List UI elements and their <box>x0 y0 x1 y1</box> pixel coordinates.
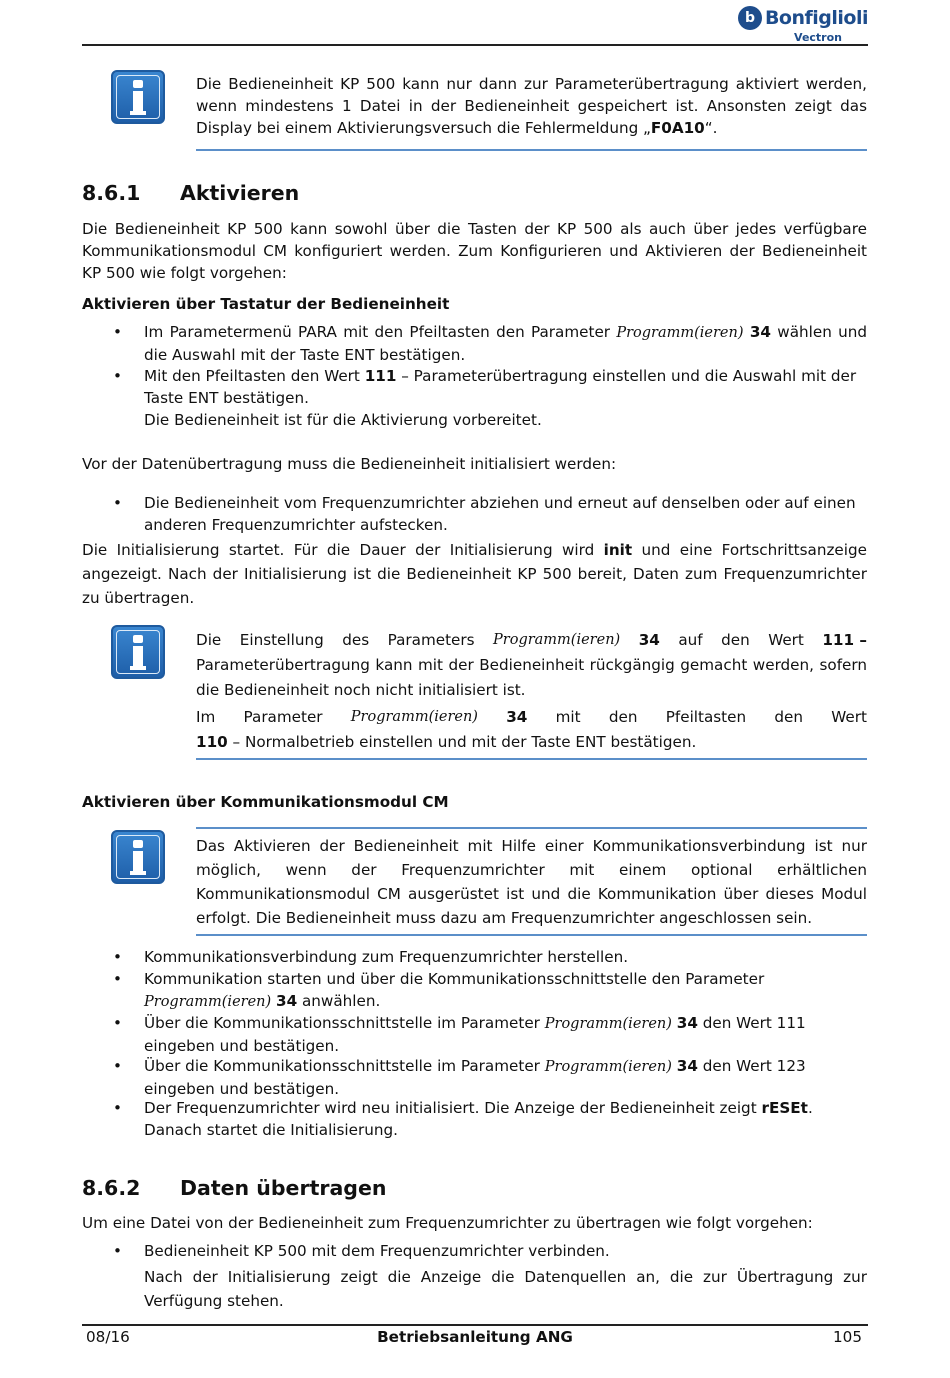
subheading: Aktivieren über Tastatur der Bedieneinheit <box>82 295 450 313</box>
subheading: Aktivieren über Kommunikationsmodul CM <box>82 793 449 811</box>
paragraph: Vor der Datenübertragung muss die Bedieneinheit initialisiert werden: <box>82 455 617 473</box>
logo-name: Bonfiglioli <box>764 7 868 29</box>
footer-date: 08/16 <box>86 1328 130 1346</box>
bullet-icon: • <box>113 323 122 341</box>
list-item: Über die Kommunikationsschnittstelle im Parameter Programm(ieren) 34 den Wert 111 eingeben und bestätigen. <box>144 1014 806 1055</box>
note-text: Die Bedieneinheit KP 500 kann nur dann zur Parameterübertragung aktiviert werden, wenn mindestens 1 Datei in der Bedieneinheit gespeichert ist. Ansonsten zeigt das Display bei einem Aktivierungsversuch die Fehlermeldung „F0A10“. <box>196 75 867 137</box>
note-rule <box>196 934 867 936</box>
info-icon <box>111 830 165 884</box>
bullet-icon: • <box>113 948 122 966</box>
bullet-icon: • <box>113 1057 122 1075</box>
note-rule <box>196 827 867 829</box>
bullet-icon: • <box>113 1242 122 1260</box>
bullet-icon: • <box>113 367 122 385</box>
list-item-note: Nach der Initialisierung zeigt die Anzeige die Datenquellen an, die zur Übertragung zur Verfügung stehen. <box>144 1268 867 1310</box>
bullet-icon: • <box>113 970 122 988</box>
list-item: Kommunikationsverbindung zum Frequenzumrichter herstellen. <box>144 948 629 966</box>
section-heading: 8.6.1 Aktivieren <box>82 181 300 205</box>
bullet-icon: • <box>113 1014 122 1032</box>
list-item: Über die Kommunikationsschnittstelle im Parameter Programm(ieren) 34 den Wert 123 eingeben und bestätigen. <box>144 1057 806 1098</box>
note-rule <box>196 758 867 760</box>
section-heading: 8.6.2 Daten übertragen <box>82 1176 387 1200</box>
note-rule <box>196 149 867 151</box>
info-icon <box>111 625 165 679</box>
list-item: Kommunikation starten und über die Kommunikationsschnittstelle den Parameter Programm(ieren) 34 anwählen. <box>144 970 765 1010</box>
note-text: Die Einstellung des Parameters Programm(ieren) 34 auf den Wert 111 – Parameterübertragung kann mit der Bedieneinheit rückgängig gemacht werden, sofern die Bedieneinheit noch nicht initialisiert ist. Im Parameter Programm(ieren) 34 mit den Pfeiltasten den Wert 110 – Normalbetrieb einstellen und mit der Taste ENT bestätigen. <box>196 631 867 751</box>
logo-mark-icon: b <box>738 6 762 30</box>
page-number: 105 <box>833 1328 862 1346</box>
bullet-icon: • <box>113 494 122 512</box>
header-rule <box>82 44 868 46</box>
footer-title: Betriebsanleitung ANG <box>377 1328 573 1346</box>
section-intro: Die Bedieneinheit KP 500 kann sowohl über die Tasten der KP 500 als auch über jedes verfügbare Kommunikationsmodul CM konfiguriert werden. Zum Konfigurieren und Aktivieren der Bedieneinheit KP 500 wie folgt vorgehen: <box>82 220 867 282</box>
list-item: Der Frequenzumrichter wird neu initialisiert. Die Anzeige der Bedieneinheit zeigt rESEt. Danach startet die Initialisierung. <box>144 1099 813 1139</box>
list-item: Mit den Pfeiltasten den Wert 111 – Parameterübertragung einstellen und die Auswahl mit der Taste ENT bestätigen. <box>144 367 857 407</box>
bullet-icon: • <box>113 1099 122 1117</box>
info-icon <box>111 70 165 124</box>
list-item: Bedieneinheit KP 500 mit dem Frequenzumrichter verbinden. <box>144 1242 610 1260</box>
logo-subtitle: Vectron <box>794 31 842 44</box>
list-item-note: Die Bedieneinheit ist für die Aktivierung vorbereitet. <box>144 411 542 429</box>
section-intro: Um eine Datei von der Bedieneinheit zum Frequenzumrichter zu übertragen wie folgt vorgehen: <box>82 1214 813 1232</box>
list-item: Die Bedieneinheit vom Frequenzumrichter abziehen und erneut auf denselben oder auf einen anderen Frequenzumrichter aufstecken. <box>144 494 856 534</box>
brand-logo <box>738 6 868 49</box>
note-text: Das Aktivieren der Bedieneinheit mit Hilfe einer Kommunikationsverbindung ist nur möglich, wenn der Frequenzumrichter mit einem optional erhältlichen Kommunikationsmodul CM ausgerüstet ist und die Kommunikation über dieses Modul erfolgt. Die Bedieneinheit muss dazu am Frequenzumrichter angeschlossen sein. <box>196 837 867 927</box>
list-item: Im Parametermenü PARA mit den Pfeiltasten den Parameter Programm(ieren) 34 wählen und die Auswahl mit der Taste ENT bestätigen. <box>144 323 868 364</box>
paragraph: Die Initialisierung startet. Für die Dauer der Initialisierung wird init und eine Fortschrittsanzeige angezeigt. Nach der Initialisierung ist die Bedieneinheit KP 500 bereit, Daten zum Frequenzumrichter zu übertragen. <box>82 541 867 607</box>
